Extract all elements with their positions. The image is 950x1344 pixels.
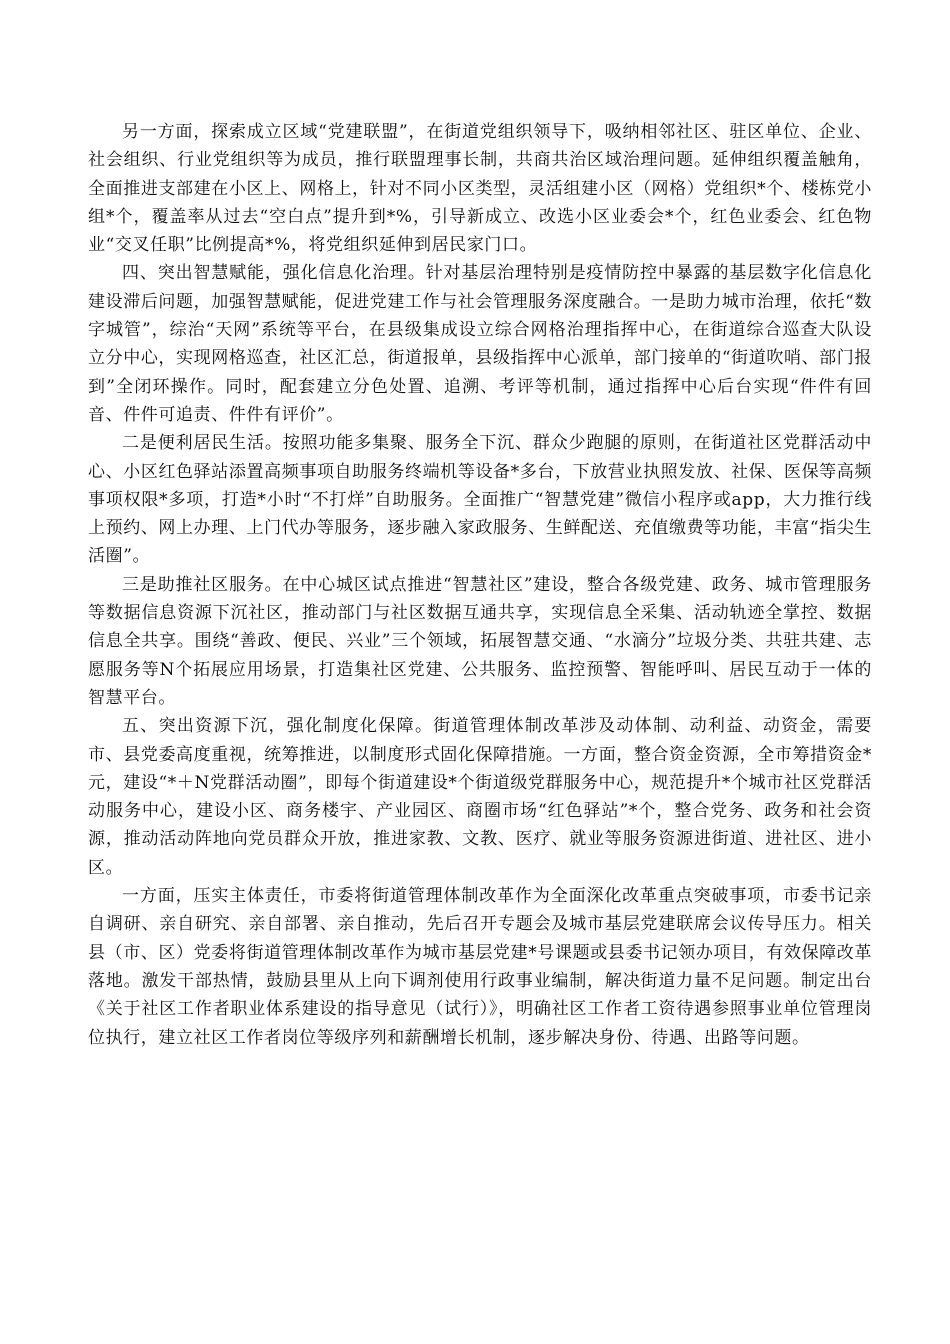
paragraph-main-responsibility: 一方面，压实主体责任，市委将街道管理体制改革作为全面深化改革重点突破事项，市委书记亲自调研、亲自研究、亲自部署、亲自推动，先后召开专题会及城市基层党建联席会议传导压力。相关县（市、区）党委将街道管理体制改革作为城市基层党建*号课题或县委书记领办项目，有效保障改革落地。激发干部热情，鼓励县里从上向下调剂使用行政事业编制，解决街道力量不足问题。制定出台《关于社区工作者职业体系建设的指导意见（试行）》，明确社区工作者工资待遇参照事业单位管理岗位执行，建立社区工作者岗位等级序列和薪酬增长机制，逐步解决身份、待遇、出路等问题。 — [88, 886, 872, 1048]
paragraph-resident-life: 二是便利居民生活。按照功能多集聚、服务全下沉、群众少跑腿的原则，在街道社区党群活动中心、小区红色驿站添置高频事项自助服务终端机等设备*多台，下放营业执照发放、社保、医保等高频事项权限*多项，打造*小时“不打烊”自助服务。全面推广“智慧党建”微信小程序或app，大力推行线上预约、网上办理、上门代办等服务，逐步融入家政服务、生鲜配送、充值缴费等功能，丰富“指尖生活圈”。 — [88, 433, 872, 567]
paragraph-community-service: 三是助推社区服务。在中心城区试点推进“智慧社区”建设，整合各级党建、政务、城市管理服务等数据信息资源下沉社区，推动部门与社区数据互通共享，实现信息全采集、活动轨迹全掌控、数据信息全共享。围绕“善政、便民、兴业”三个领域，拓展智慧交通、“水滴分”垃圾分类、共驻共建、志愿服务等N个拓展应用场景，打造集社区党建、公共服务、监控预警、智能呼叫、居民互动于一体的智慧平台。 — [88, 574, 872, 708]
paragraph-smart-empowerment: 四、突出智慧赋能，强化信息化治理。针对基层治理特别是疫情防控中暴露的基层数字化信息化建设滞后问题，加强智慧赋能，促进党建工作与社会管理服务深度融合。一是助力城市治理，依托“数字城管”，综治“天网”系统等平台，在县级集成设立综合网格治理指挥中心，在街道综合巡查大队设立分中心，实现网格巡查，社区汇总，街道报单，县级指挥中心派单，部门接单的“街道吹哨、部门报到”全闭环操作。同时，配套建立分色处置、追溯、考评等机制，通过指挥中心后台实现“件件有回音、件件可追责、件件有评价”。 — [88, 263, 872, 425]
paragraph-resource-sinking: 五、突出资源下沉，强化制度化保障。街道管理体制改革涉及动体制、动利益、动资金，需要市、县党委高度重视，统筹推进，以制度形式固化保障措施。一方面，整合资金资源，全市筹措资金*元，建设“*＋N党群活动圈”，即每个街道建设*个街道级党群服务中心，规范提升*个城市社区党群活动服务中心，建设小区、商务楼宇、产业园区、商圈市场“红色驿站”*个，整合党务、政务和社会资源，推动活动阵地向党员群众开放，推进家教、文教、医疗、就业等服务资源进街道、进社区、进小区。 — [88, 716, 872, 878]
document-body — [88, 118, 872, 1052]
paragraph-alliance: 另一方面，探索成立区域“党建联盟”，在街道党组织领导下，吸纳相邻社区、驻区单位、企业、社会组织、行业党组织等为成员，推行联盟理事长制，共商共治区域治理问题。延伸组织覆盖触角，全面推进支部建在小区上、网格上，针对不同小区类型，灵活组建小区（网格）党组织*个、楼栋党小组*个，覆盖率从过去“空白点”提升到*%，引导新成立、改选小区业委会*个，红色业委会、红色物业“交叉任职”比例提高*%，将党组织延伸到居民家门口。 — [88, 122, 872, 256]
